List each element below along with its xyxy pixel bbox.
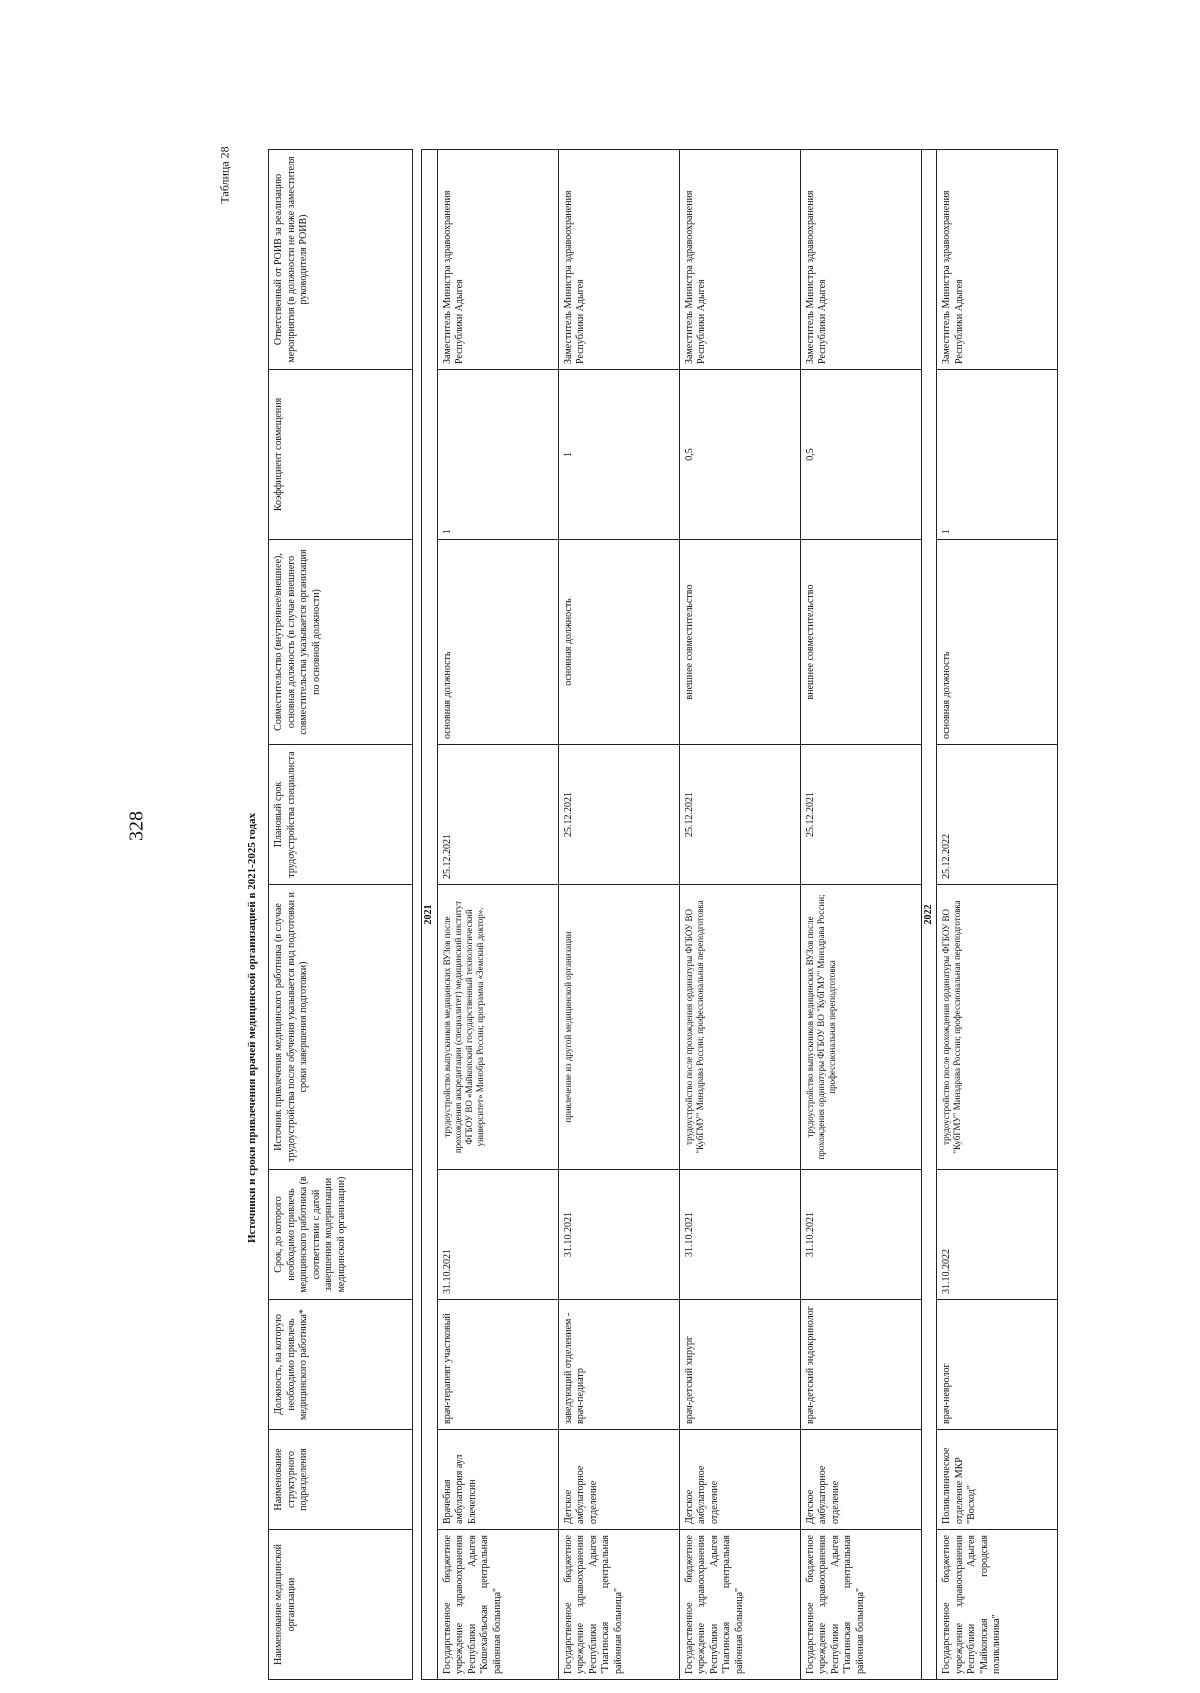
cell-deadline: 31.10.2021 [558,1170,679,1300]
cell-org: Государственное бюджетное учреждение здравоохранения Республики Адыгея "Кошехабльская центральная районная больница" [437,1530,558,1680]
table-row [800,150,921,1680]
cell-planned: 25.12.2021 [679,745,800,885]
cell-planned: 25.12.2021 [800,745,921,885]
header-combo: Совместительство (внутреннее/внешнее), основная должность (в случае внешнего совместительства указывается организация по основной должности) [269,540,413,745]
recruitment-table [268,149,1058,1680]
cell-source: привлечение из другой медицинской организации [558,885,679,1170]
table-row [679,150,800,1680]
header-coef: Коэффициент совмещения [269,370,413,540]
cell-org: Государственное бюджетное учреждение здравоохранения Республики Адыгея "Гиагинская центральная районная больница" [558,1530,679,1680]
cell-responsible: Заместитель Министра здравоохранения Республики Адыгея [800,150,921,370]
cell-org: Государственное бюджетное учреждение здравоохранения Республики Адыгея "Гиагинская центральная районная больница" [679,1530,800,1680]
cell-position: заведующий отделением - врач-педиатр [558,1300,679,1430]
cell-responsible: Заместитель Министра здравоохранения Республики Адыгея [558,150,679,370]
cell-source: трудоустройство после прохождения ординатуры ФГБОУ ВО "КубГМУ" Минздрава России; профессиональная переподготовка [679,885,800,1170]
table-row [558,150,679,1680]
cell-deadline: 31.10.2021 [800,1170,921,1300]
cell-source: трудоустройство выпускников медицинских ВУЗов после прохождения аккредитации (специалитет) медицинский институт ФГБОУ ВО «Майкопский государственный технологический университет» Минобра России; программа «Земский доктор». [437,885,558,1170]
cell-responsible: Заместитель Министра здравоохранения Республики Адыгея [437,150,558,370]
year-row-2021 [422,150,438,1680]
cell-deadline: 31.10.2021 [437,1170,558,1300]
cell-source: трудоустройство выпускников медицинских ВУЗов после прохождения ординатуры ФГБОУ ВО "КубГМУ" Минздрава России; профессиональная переподготовка [800,885,921,1170]
cell-combo: внешнее совместительство [679,540,800,745]
spacer-row [413,150,422,1680]
header-position: Должность, на которую необходимо привлечь медицинского работника* [269,1300,413,1430]
header-responsible: Ответственный от РОИВ за реализацию мероприятия (в должности не ниже заместителя руководителя РОИВ) [269,150,413,370]
cell-org: Государственное бюджетное учреждение здравоохранения Республики Адыгея "Гиагинская центральная районная больница" [800,1530,921,1680]
cell-unit: Врачебная амбулатория аул Блечепсин [437,1430,558,1530]
cell-coef: 0,5 [800,370,921,540]
cell-org: Государственное бюджетное учреждение здравоохранения Республики Адыгея "Майкопская городская поликлиника" [937,1530,1058,1680]
year-label: 2022 [921,150,937,1680]
cell-coef: 1 [437,370,558,540]
header-org: Наименование медицинской организации [269,1530,413,1680]
year-label: 2021 [422,150,438,1680]
cell-planned: 25.12.2021 [558,745,679,885]
cell-position: врач-терапевт участковый [437,1300,558,1430]
table-row [437,150,558,1680]
cell-unit: Поликлиническое отделение МКР "Восход" [937,1430,1058,1530]
year-row-2022 [921,150,937,1680]
cell-unit: Детское амбулаторное отделение [679,1430,800,1530]
cell-unit: Детское амбулаторное отделение [800,1430,921,1530]
cell-deadline: 31.10.2022 [937,1170,1058,1300]
table-row [937,150,1058,1680]
cell-combo: внешнее совместительство [800,540,921,745]
cell-position: врач-детский хирург [679,1300,800,1430]
cell-responsible: Заместитель Министра здравоохранения Республики Адыгея [937,150,1058,370]
cell-unit: Детское амбулаторное отделение [558,1430,679,1530]
document-title: Источники и сроки привлечения врачей медицинской организацией в 2021-2025 годах [246,812,258,1244]
cell-planned: 25.12.2021 [437,745,558,885]
page-number: 328 [125,811,148,841]
cell-combo: основная должность [558,540,679,745]
cell-position: врач-детский эндокринолог [800,1300,921,1430]
cell-coef: 0,5 [679,370,800,540]
header-deadline: Срок, до которого необходимо привлечь медицинского работника (в соответствии с датой завершения модернизации медицинской организации) [269,1170,413,1300]
rotated-table-container [268,150,1002,1680]
table-caption: Таблица 28 [217,146,232,204]
cell-combo: основная должность [437,540,558,745]
header-source: Источник привлечения медицинского работника (в случае трудоустройства после обучения указывается вид подготовки и сроки завершения подготовки) [269,885,413,1170]
cell-source: трудоустройство после прохождения ординатуры ФГБОУ ВО "КубГМУ" Минздрава России; профессиональная переподготовка [937,885,1058,1170]
cell-coef: 1 [558,370,679,540]
cell-planned: 25.12.2022 [937,745,1058,885]
header-planned: Плановый срок трудоустройства специалиста [269,745,413,885]
cell-combo: основная должность [937,540,1058,745]
cell-responsible: Заместитель Министра здравоохранения Республики Адыгея [679,150,800,370]
header-unit: Наименование структурного подразделения [269,1430,413,1530]
table-header-row [269,150,413,1680]
cell-deadline: 31.10.2021 [679,1170,800,1300]
cell-position: врач-невролог [937,1300,1058,1430]
cell-coef: 1 [937,370,1058,540]
